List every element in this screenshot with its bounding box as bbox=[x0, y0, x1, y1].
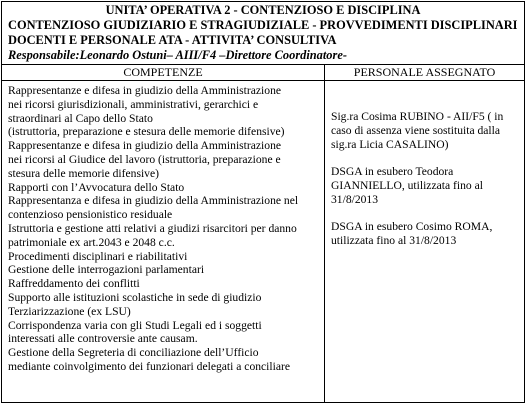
competenze-column-header: COMPETENZE bbox=[2, 65, 325, 81]
competenza-line: Corrispondenza varia con gli Studi Legali ed i soggetti bbox=[8, 318, 262, 332]
competenza-line: mediante coinvolgimento dei funzionari delegati a conciliare bbox=[8, 359, 291, 373]
competenza-line: contenzioso pensionistico residuale bbox=[8, 208, 173, 222]
unit-title: UNITA’ OPERATIVA 2 - CONTENZIOSO E DISCIPLINA bbox=[105, 3, 421, 17]
competenza-line: Rappresentanze e difesa in giudizio della Amministrazione bbox=[8, 139, 282, 153]
staff-giann-line: 31/8/2013 bbox=[331, 192, 379, 206]
competenze-cell bbox=[2, 81, 325, 402]
competenza-line: Terziarizzazione (ex LSU) bbox=[8, 304, 131, 318]
unit-subtitle: CONTENZIOSO GIUDIZIARIO E STRAGIUDIZIALE - PROVVEDIMENTI DISCIPLINARI bbox=[8, 18, 518, 32]
spacer bbox=[331, 151, 520, 165]
staff-rubino-line: caso di assenza viene sostituita dalla bbox=[331, 123, 501, 137]
competenza-line: (istruttoria, preparazione e stesura delle memorie difensive) bbox=[8, 125, 285, 139]
competenza-line: Gestione della Segreteria di conciliazione dell’Ufficio bbox=[8, 346, 259, 360]
competenza-line: nei ricorsi giurisdizionali, amministrativi, gerarchici e bbox=[8, 97, 259, 111]
staff-giann-line: DSGA in esubero Teodora bbox=[331, 165, 454, 179]
competenza-line: Rappresentanza e difesa in giudizio della Amministrazione nel bbox=[8, 194, 299, 208]
competenza-line: nei ricorsi al Giudice del lavoro (istruttoria, preparazione e bbox=[8, 152, 281, 166]
competenza-line: interessati alle controversie ante causam. bbox=[8, 332, 198, 346]
competenza-line: Rappresentanze e difesa in giudizio della Amministrazione bbox=[8, 84, 282, 97]
staff-rubino-line: Sig.ra Cosima RUBINO - AII/F5 ( in bbox=[331, 110, 504, 123]
competenza-line: Rapporti con l’Avvocatura dello Stato bbox=[8, 180, 185, 194]
staff-rubino-line: sig.ra Licia CASALINO) bbox=[331, 137, 449, 151]
competenza-line: Raffreddamento dei conflitti bbox=[8, 277, 140, 291]
staff-roma-line: DSGA in esubero Cosimo ROMA, bbox=[331, 220, 493, 234]
competenza-line: Gestione delle interrogazioni parlamentari bbox=[8, 263, 205, 277]
competenza-line: stesura delle memorie difensive) bbox=[8, 166, 159, 180]
table-header bbox=[2, 2, 524, 65]
competenza-line: Supporto alle istituzioni scolastiche in sede di giudizio bbox=[8, 290, 262, 304]
competenza-line: Istruttoria e gestione atti relativi a giudizi risarcitori per danno bbox=[8, 221, 297, 235]
staff-roma-line: utilizzata fino al 31/8/2013 bbox=[331, 234, 457, 248]
competenza-line: straordinari al Capo dello Stato bbox=[8, 111, 153, 125]
responsible-line: Responsabile:Leonardo Ostuni– AIII/F4 –Direttore Coordinatore- bbox=[8, 48, 347, 62]
competenza-line: Procedimenti disciplinari e riabilitativi bbox=[8, 249, 188, 263]
spacer bbox=[331, 207, 520, 221]
organization-table bbox=[1, 1, 525, 403]
competenza-line: patrimoniale ex art.2043 e 2048 c.c. bbox=[8, 235, 175, 249]
personale-cell bbox=[325, 81, 524, 402]
staff-giann-line: GIANNIELLO, utilizzata fino al bbox=[331, 178, 483, 192]
unit-subtitle-2: DOCENTI E PERSONALE ATA - ATTIVITA’ CONSULTIVA bbox=[8, 33, 337, 47]
personale-column-header: PERSONALE ASSEGNATO bbox=[325, 65, 524, 81]
